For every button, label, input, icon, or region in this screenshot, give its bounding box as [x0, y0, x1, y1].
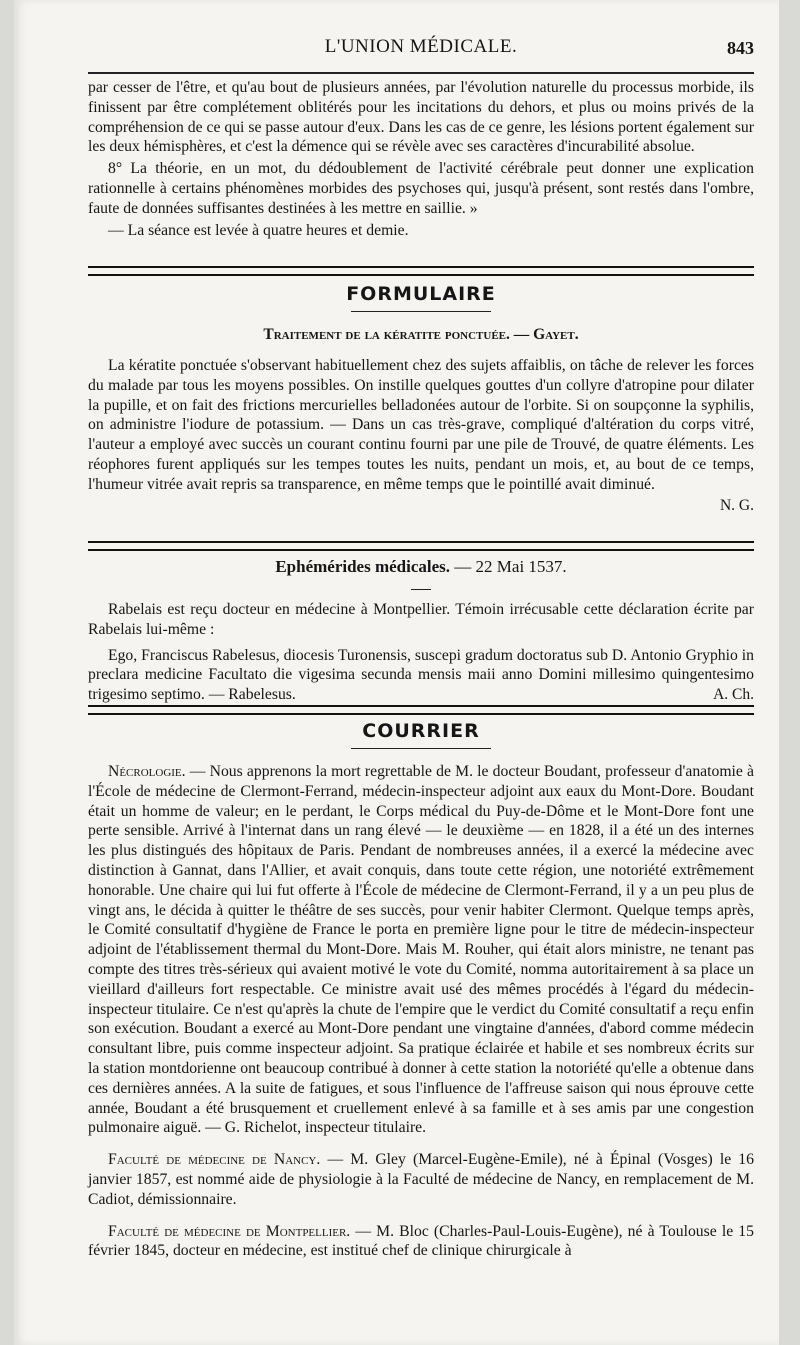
- intro-section: [88, 78, 754, 240]
- montpellier-paragraph: [88, 1222, 754, 1262]
- formulaire-heading-rule: [351, 311, 491, 312]
- courrier-section: [88, 720, 754, 1261]
- ephemerides-signature: A. Ch.: [713, 685, 754, 703]
- nancy-body: — M. Gley (Marcel-Eugène-Emile), né à Épinal (Vosges) le 16 janvier 1857, est nommé aide de physiologie à la Faculté de médecine de Nancy, en remplacement de M. Cadiot, démissionnaire.: [88, 1151, 754, 1208]
- intro-paragraph-1: par cesser de l'être, et qu'au bout de plusieurs années, par l'évolution naturelle du processus morbide, ils finissent par être complétement oblitérés pour les incitations du dehors, et plus ou moins privés de la compréhension de ce qui se passe autour d'eux. Dans les cas de ce genre, les lésions portent également sur les deux hémisphères, et c'est la démence qui se révèle avec ses caractères d'incurabilité absolue.: [88, 79, 754, 156]
- courrier-heading-rule: [351, 748, 491, 749]
- formulaire-subtitle: Traitement de la kératite ponctuée. — Gayet.: [263, 326, 579, 343]
- formulaire-body: La kératite ponctuée s'observant habituellement chez des sujets affaiblis, on tâche de relever les forces du malade par tous les moyens possibles. On instille quelques gouttes d'un collyre d'atropine pour dilater la pupille, et on fait des frictions mercurielles belladonées autour de l'orbite. Si on soupçonne la syphilis, on administre l'iodure de potassium. — Dans un cas très-grave, compliqué d'altération du corps vitré, l'auteur a employé avec succès un courant continu fourni par une pile de Trouvé, de quatre éléments. Les réophores furent appliqués sur les tempes toutes les nuits, pendant un mois, et, au bout de ce temps, l'humeur vitrée avait repris sa transparence, en même temps que le pointillé avait diminué.: [88, 357, 754, 493]
- session-closing: — La séance est levée à quatre heures et demie.: [108, 221, 409, 239]
- ephemerides-section: [88, 557, 754, 704]
- running-title: L'UNION MÉDICALE.: [324, 36, 518, 57]
- ephemerides-dash: [411, 589, 431, 590]
- necrologie-lead: Nécrologie.: [108, 763, 186, 780]
- formulaire-top-rule: [88, 266, 754, 276]
- necrologie-body: — Nous apprenons la mort regrettable de M. le docteur Boudant, professeur d'anatomie à l'École de médecine de Clermont-Ferrand, médecin-inspecteur adjoint aux eaux du Mont-Dore. Boudant était un homme de valeur; en le perdant, le Corps médical du Puy-de-Dôme et le Mont-Dore font une perte sensible. Arrivé à l'internat dans un rang élevé — le deuxième — en 1828, il a été un des internes les plus distingués des hôpitaux de Paris. Pendant de nombreuses années, il a exercé la médecine avec distinction à Gannat, dans l'Allier, et avait conquis, dans toute cette région, une notoriété extrêmement honorable. Une chaire qui lui fut offerte à l'École de médecine de Clermont-Ferrand, il y a un peu plus de vingt ans, le décida à quitter le théâtre de ses succès, pour venir habiter Clermont. Quelque temps après, le Comité consultatif d'hygiène de France le porta en première ligne pour le titre de médecin-inspecteur adjoint de l'établissement thermal du Mont-Dore. Mais M. Rouher, qui était alors ministre, ne tenant pas compte des titres très-sérieux qui avaient motivé le vote du Comité, nomma autoritairement à sa place un vieillard d'ailleurs fort respectable. Ce ministre avait usé des mêmes procédés à l'égard du médecin-inspecteur titulaire. Ce n'est qu'après la chute de l'empire que le verdict du Comité consultatif a reçu enfin son exécution. Boudant a exercé au Mont-Dore pendant une vingtaine d'années, d'abord comme médecin consultant libre, puis comme inspecteur adjoint. Sa pratique éclairée et habile et ses nombreux écrits sur la station montdorienne ont beaucoup contribué à donner à cette station la notoriété qu'elle a obtenue dans ces dernières années. A la suite de fatigues, et sous l'influence de l'affreuse saison qui nous éprouve cette année, Boudant a été brusquement et cruellement enlevé à sa famille et à ses amis par une congestion pulmonaire aiguë. — G. Richelot, inspecteur titulaire.: [88, 763, 754, 1137]
- courrier-top-rule: [88, 705, 754, 715]
- necrologie-paragraph: [88, 762, 754, 1138]
- ephemerides-paragraph-1: Rabelais est reçu docteur en médecine à Montpellier. Témoin irrécusable cette déclaration écrite par Rabelais lui-même :: [88, 601, 754, 638]
- formulaire-section: [88, 283, 754, 515]
- nancy-paragraph: [88, 1150, 754, 1209]
- ephemerides-paragraph-2: Ego, Franciscus Rabelesus, diocesis Turonensis, suscepi gradum doctoratus sub D. Antonio Gryphio in preclara medicine Facultato die vigesima secunda mensis maii anno Domini millesimo quingentesimo trigesimo septimo. — Rabelesus.: [88, 646, 754, 704]
- intro-paragraph-2: 8° La théorie, en un mot, du dédoublement de l'activité cérébrale peut donner une explication rationnelle à certains phénomènes morbides des psychoses qui, jusqu'à présent, sont restés dans l'ombre, faute de données suffisantes destinées à les mettre en saillie. »: [88, 160, 754, 217]
- page-header: [88, 36, 754, 66]
- ephemerides-title-line: [88, 557, 754, 577]
- formulaire-signature: N. G.: [719, 496, 754, 514]
- montpellier-body: — M. Bloc (Charles-Paul-Louis-Eugène), né à Toulouse le 15 février 1845, docteur en médecine, est institué chef de clinique chirurgicale à: [88, 1222, 754, 1260]
- journal-page: [14, 0, 779, 1345]
- header-rule: [88, 72, 754, 74]
- ephemerides-top-rule: [88, 541, 754, 551]
- page-number: 843: [727, 38, 754, 58]
- ephemerides-title: Ephémérides médicales.: [275, 557, 451, 576]
- ephemerides-date: — 22 Mai 1537.: [454, 557, 567, 576]
- formulaire-heading: FORMULAIRE: [346, 283, 496, 305]
- courrier-heading: COURRIER: [362, 720, 480, 742]
- nancy-lead: Faculté de médecine de Nancy.: [108, 1151, 321, 1169]
- montpellier-lead: Faculté de médecine de Montpellier.: [108, 1222, 351, 1240]
